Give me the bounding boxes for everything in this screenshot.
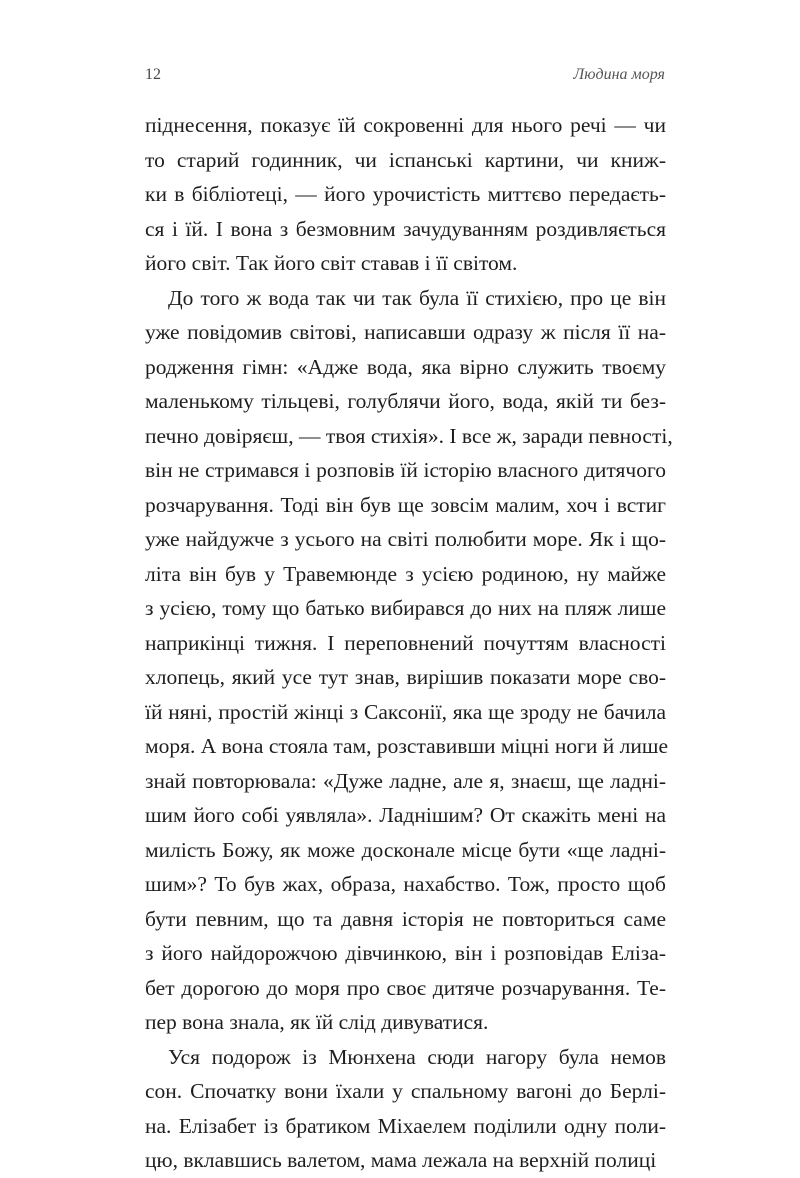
text-line: шим його собі уявляла». Ладнішим? От скажіть мені на — [145, 803, 666, 827]
text-line: уже найдужче з усього на світі полюбити море. Як і що- — [145, 527, 666, 551]
text-line: на. Елізабет із братиком Міхаелем поділили одну поли- — [145, 1113, 666, 1138]
text-line: хлопець, який усе тут знав, вирішив показати море сво- — [145, 665, 666, 689]
text-line: він не стримався і розповів їй історію власного дитячого — [145, 458, 666, 482]
text-line: пер вона знала, як їй слід дивуватися. — [145, 1010, 489, 1034]
text-line: печно довіряєш, — твоя стихія». І все ж, заради певності, — [145, 423, 673, 448]
text-line: ки в бібліотеці, — його урочистість миттєво передаєть- — [145, 182, 666, 206]
text-line: бути певним, що та давня історія не повториться саме — [145, 906, 666, 931]
page-number: 12 — [145, 66, 161, 83]
text-line: маленькому тільцеві, голублячи його, вода, якій ти без- — [145, 389, 666, 413]
text-line: милість Божу, як може досконале місце бути «ще ладні- — [145, 837, 666, 862]
text-line: цю, вклавшись валетом, мама лежала на верхній полиці — [145, 1148, 657, 1172]
text-line: наприкінці тижня. І переповнений почуттям власності — [145, 630, 666, 655]
text-line: уже повідомив світові, написавши одразу ж після її на- — [145, 320, 666, 344]
running-head — [145, 66, 665, 88]
text-line: знай повторювала: «Дуже ладне, але я, знаєш, ще ладні- — [145, 768, 666, 793]
text-line: їй няні, простій жінці з Саксонії, яка ще зроду не бачила — [145, 699, 666, 724]
text-line: розчарування. Тоді він був ще зовсім малим, хоч і встиг — [145, 492, 666, 517]
text-line: літа він був у Травемюнде з усією родиною, ну майже — [145, 561, 666, 586]
text-line: Уся подорож із Мюнхена сюди нагору була немов — [168, 1044, 666, 1069]
paragraph — [145, 281, 673, 1040]
text-line: До того ж вода так чи так була її стихією, про це він — [168, 285, 666, 310]
paragraph — [145, 1040, 666, 1178]
text-line: піднесення, показує їй сокровенні для нього речі — чи — [145, 113, 666, 137]
paragraph — [145, 108, 666, 281]
body-text — [145, 108, 673, 1178]
text-line: родження гімн: «Адже вода, яка вірно служить твоєму — [145, 354, 666, 379]
text-line: його світ. Так його світ ставав і її світом. — [145, 251, 518, 275]
book-title: Людина моря — [573, 66, 665, 83]
text-line: з усією, тому що батько вибирався до них на пляж лише — [145, 596, 666, 620]
text-line: то старий годинник, чи іспанські картини, чи книж- — [145, 147, 666, 172]
text-line: з його найдорожчою дівчинкою, він і розповідав Елізa- — [145, 941, 666, 965]
text-line: бет дорогою до моря про своє дитяче розчарування. Те- — [145, 975, 666, 1000]
text-line: сон. Спочатку вони їхали у спальному вагоні до Берлі- — [145, 1079, 666, 1103]
text-line: ся і їй. І вона з безмовним зачудуванням роздивляється — [145, 216, 666, 241]
text-line: моря. А вона стояла там, розставивши міцні ноги й лише — [145, 734, 669, 758]
text-line: шим»? То був жах, образа, нахабство. Тож, просто щоб — [145, 872, 666, 896]
